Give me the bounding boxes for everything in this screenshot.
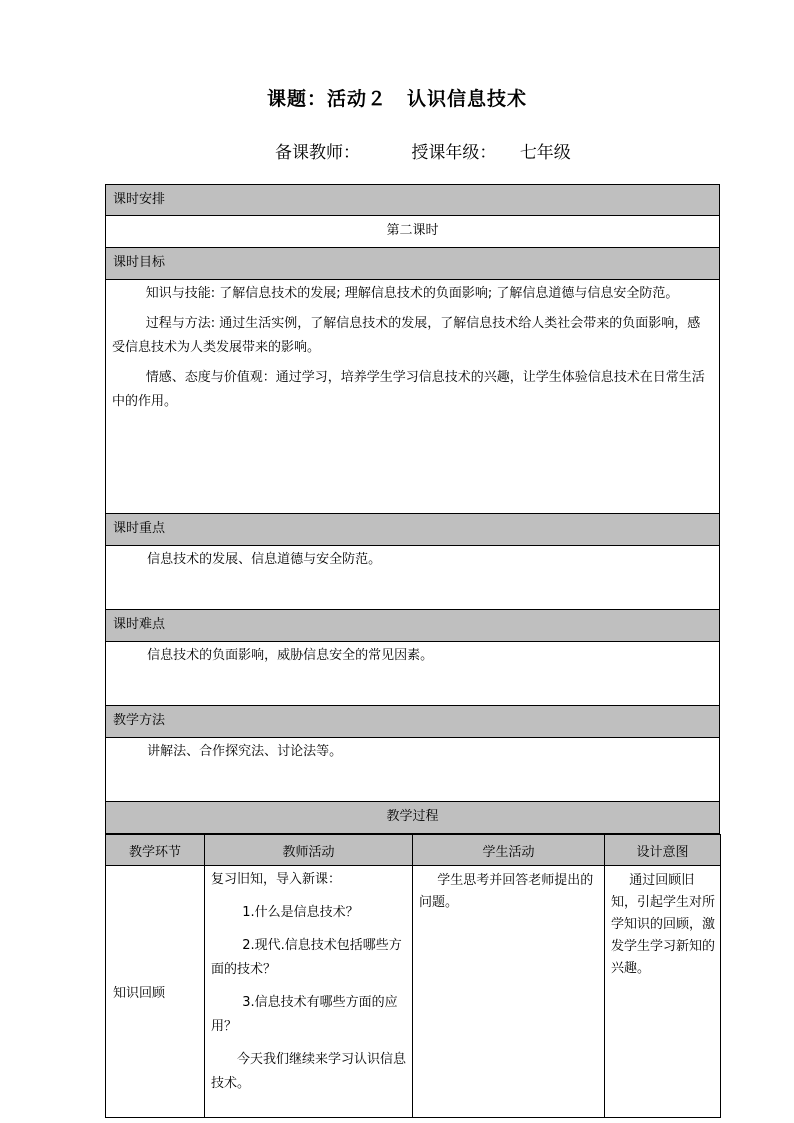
stage-cell: 知识回顾 [106, 866, 205, 1118]
lesson-plan-table [105, 184, 720, 1118]
column-teacher: 教师活动 [205, 835, 413, 866]
process-columns-row [106, 835, 721, 866]
process-header: 教学过程 [105, 802, 720, 834]
table-row [106, 866, 721, 1118]
teacher-question-3: 3.信息技术有哪些方面的应用？ [211, 995, 398, 1034]
difficulties-cell [105, 642, 720, 706]
student-activity-cell [413, 866, 605, 1118]
objectives-header: 课时目标 [105, 248, 720, 280]
schedule-value: 第二课时 [105, 216, 720, 248]
grade-label: 授课年级： [411, 143, 497, 163]
key-points-text: 信息技术的发展、信息道德与安全防范。 [147, 552, 382, 567]
teacher-question-2: 2.现代.信息技术包括哪些方面的技术？ [211, 938, 402, 977]
column-stage: 教学环节 [106, 835, 205, 866]
teacher-question-1: 1.什么是信息技术？ [242, 905, 359, 920]
difficulties-text: 信息技术的负面影响，威胁信息安全的常见因素。 [147, 648, 434, 663]
student-activity-text: 学生思考并回答老师提出的问题。 [419, 873, 594, 910]
grade-value: 七年级 [519, 143, 571, 163]
objective-process: 过程与方法: 通过生活实例，了解信息技术的发展，了解信息技术给人类社会带来的负面影响，感受信息技术为人类发展带来的影响。 [112, 316, 701, 355]
methods-header: 教学方法 [105, 706, 720, 738]
objectives-cell [105, 280, 720, 514]
methods-cell [105, 738, 720, 802]
objective-attitude: 情感、态度与价值观：通过学习，培养学生学习信息技术的兴趣，让学生体验信息技术在日常生活中的作用。 [112, 370, 705, 409]
subtitle-line [275, 138, 571, 163]
teacher-label: 备课教师： [275, 143, 360, 163]
design-intent-text: 通过回顾旧知，引起学生对所学知识的回顾，激发学生学习新知的兴趣。 [611, 873, 716, 976]
teacher-activity-cell [205, 866, 413, 1118]
objective-knowledge: 知识与技能: 了解信息技术的发展; 理解信息技术的负面影响; 了解信息道德与信息安全防范。 [145, 286, 679, 301]
difficulties-header: 课时难点 [105, 610, 720, 642]
column-student: 学生活动 [413, 835, 605, 866]
column-intent: 设计意图 [605, 835, 721, 866]
key-points-header: 课时重点 [105, 514, 720, 546]
title-text: 课题：活动２ 认识信息技术 [266, 88, 527, 110]
design-intent-cell [605, 866, 721, 1118]
methods-text: 讲解法、合作探究法、讨论法等。 [147, 744, 343, 759]
teacher-intro: 复习旧知，导入新课： [211, 872, 342, 887]
key-points-cell [105, 546, 720, 610]
schedule-header: 课时安排 [105, 184, 720, 216]
page-title [0, 84, 794, 111]
teacher-close: 今天我们继续来学习认识信息技术。 [211, 1052, 407, 1091]
process-table [105, 834, 721, 1118]
